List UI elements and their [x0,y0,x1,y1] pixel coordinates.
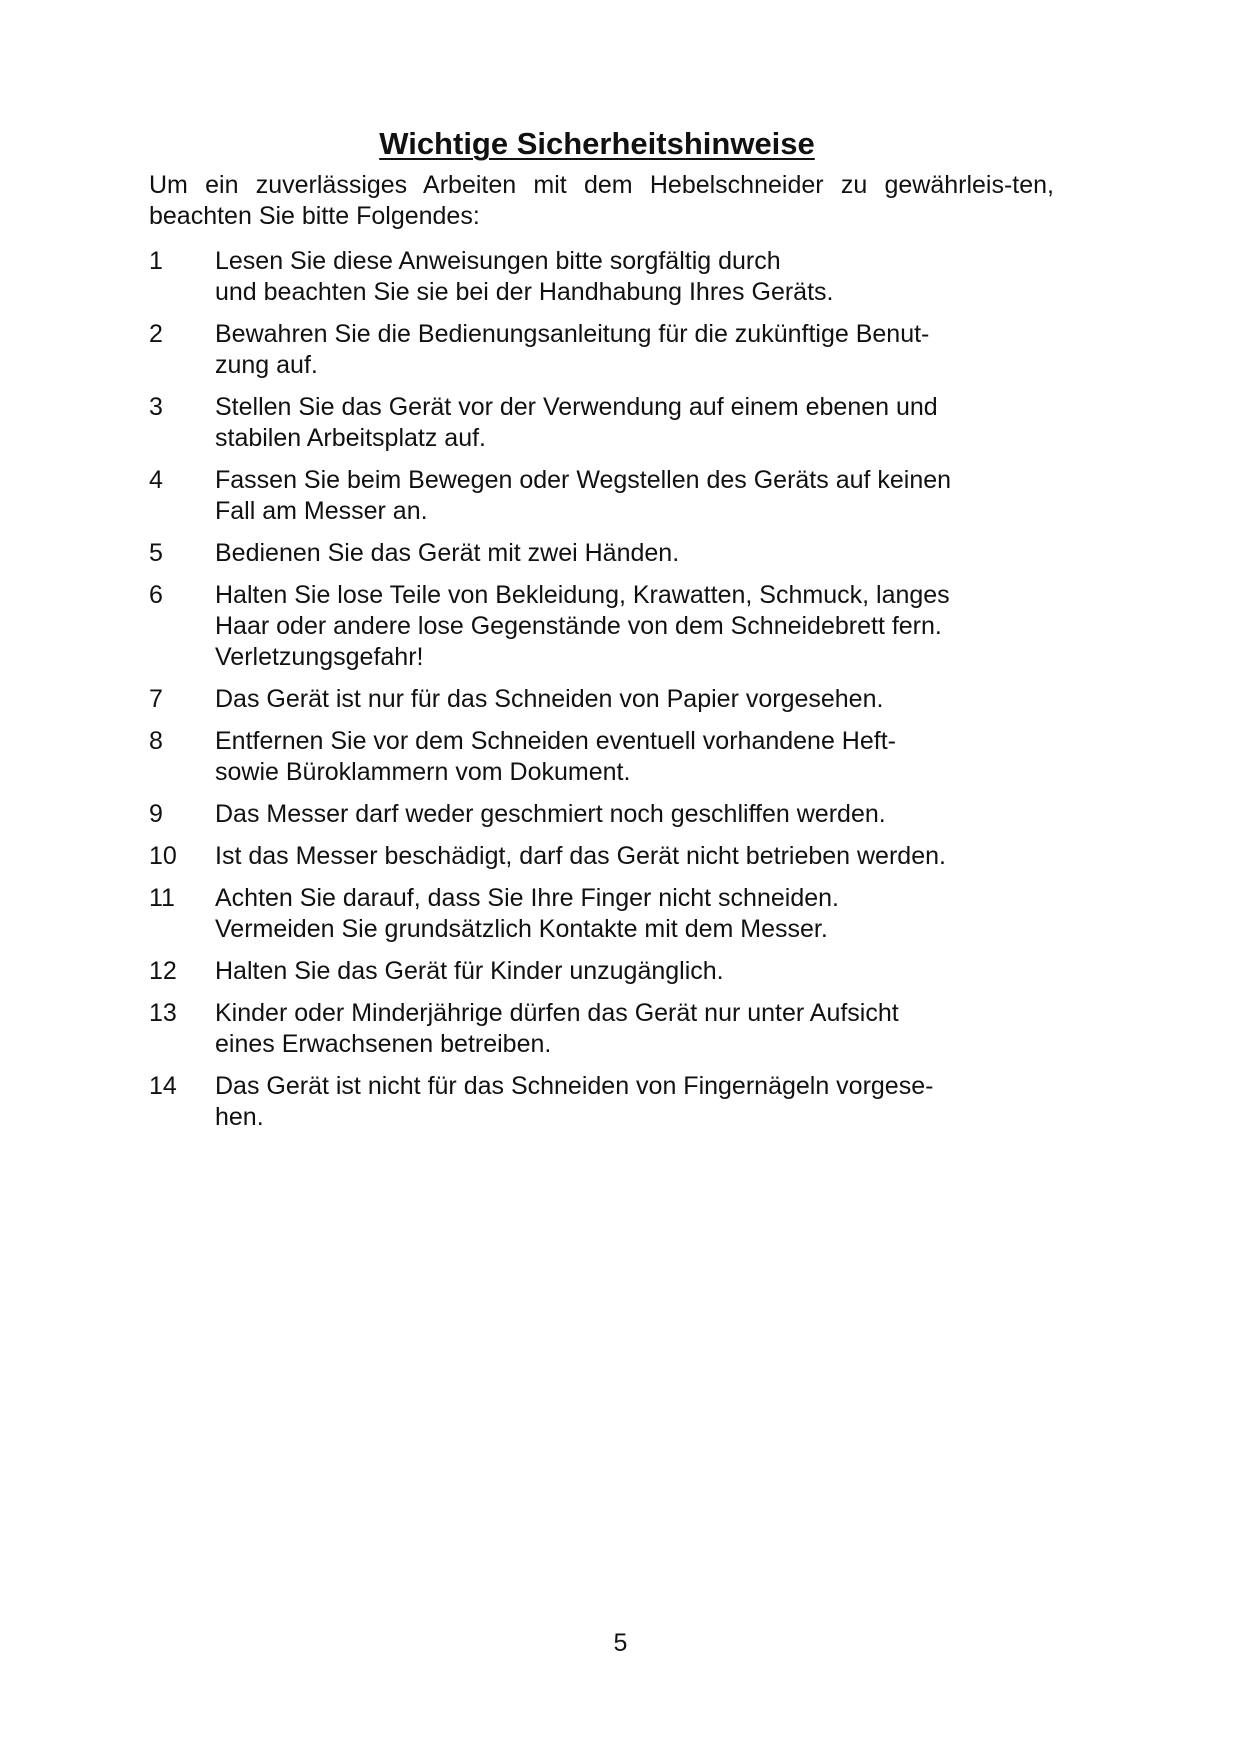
list-item [149,841,1054,872]
item-number: 6 [149,581,163,609]
item-number: 14 [149,1072,177,1100]
list-item [149,319,1054,381]
item-text: Das Messer darf weder geschmiert noch geschliffen werden. [215,800,886,828]
item-number: 7 [149,685,163,713]
item-number: 1 [149,247,163,275]
page-title: Wichtige Sicherheitshinweise [379,126,815,161]
item-text: Halten Sie lose Teile von Bekleidung, Krawatten, Schmuck, langes Haar oder andere lose Gegenstände von dem Schneidebrett fern. Verletzungsgefahr! [215,581,950,671]
item-number: 5 [149,539,163,567]
item-number: 10 [149,842,177,870]
safety-instructions-list [149,246,1054,1144]
item-number: 3 [149,393,163,421]
list-item [149,684,1054,715]
item-text: Das Gerät ist nicht für das Schneiden von Fingernägeln vorgese- hen. [215,1072,934,1131]
item-text: Achten Sie darauf, dass Sie Ihre Finger nicht schneiden. Vermeiden Sie grundsätzlich Kontakte mit dem Messer. [215,884,839,943]
item-text: Bewahren Sie die Bedienungsanleitung für die zukünftige Benut- zung auf. [215,320,930,379]
item-number: 11 [149,884,175,912]
item-number: 13 [149,999,177,1027]
item-text: Entfernen Sie vor dem Schneiden eventuell vorhandene Heft- sowie Büroklammern vom Dokument. [215,727,896,786]
page-number: 5 [613,1629,628,1657]
item-text: Halten Sie das Gerät für Kinder unzugänglich. [215,957,724,985]
list-item [149,246,1054,308]
item-number: 8 [149,727,163,755]
item-number: 2 [149,320,163,348]
list-item [149,580,1054,673]
item-text: Stellen Sie das Gerät vor der Verwendung auf einem ebenen und stabilen Arbeitsplatz auf. [215,393,938,452]
item-text: Kinder oder Minderjährige dürfen das Gerät nur unter Aufsicht eines Erwachsenen betreiben. [215,999,899,1058]
item-text: Bedienen Sie das Gerät mit zwei Händen. [215,539,680,567]
item-text: Das Gerät ist nur für das Schneiden von Papier vorgesehen. [215,685,884,713]
list-item [149,726,1054,788]
list-item [149,956,1054,987]
item-text: Ist das Messer beschädigt, darf das Gerät nicht betrieben werden. [215,842,946,870]
intro-paragraph: Um ein zuverlässiges Arbeiten mit dem Hebelschneider zu gewährleis-ten, beachten Sie bitte Folgendes: [149,171,1054,230]
item-text: Lesen Sie diese Anweisungen bitte sorgfältig durch und beachten Sie sie bei der Handhabung Ihres Geräts. [215,247,834,306]
item-text: Fassen Sie beim Bewegen oder Wegstellen des Geräts auf keinen Fall am Messer an. [215,466,952,525]
list-item [149,883,1054,945]
item-number: 9 [149,800,163,828]
list-item [149,538,1054,569]
list-item [149,799,1054,830]
list-item [149,465,1054,527]
list-item [149,998,1054,1060]
item-number: 12 [149,957,177,985]
item-number: 4 [149,466,163,494]
list-item [149,1071,1054,1133]
list-item [149,392,1054,454]
